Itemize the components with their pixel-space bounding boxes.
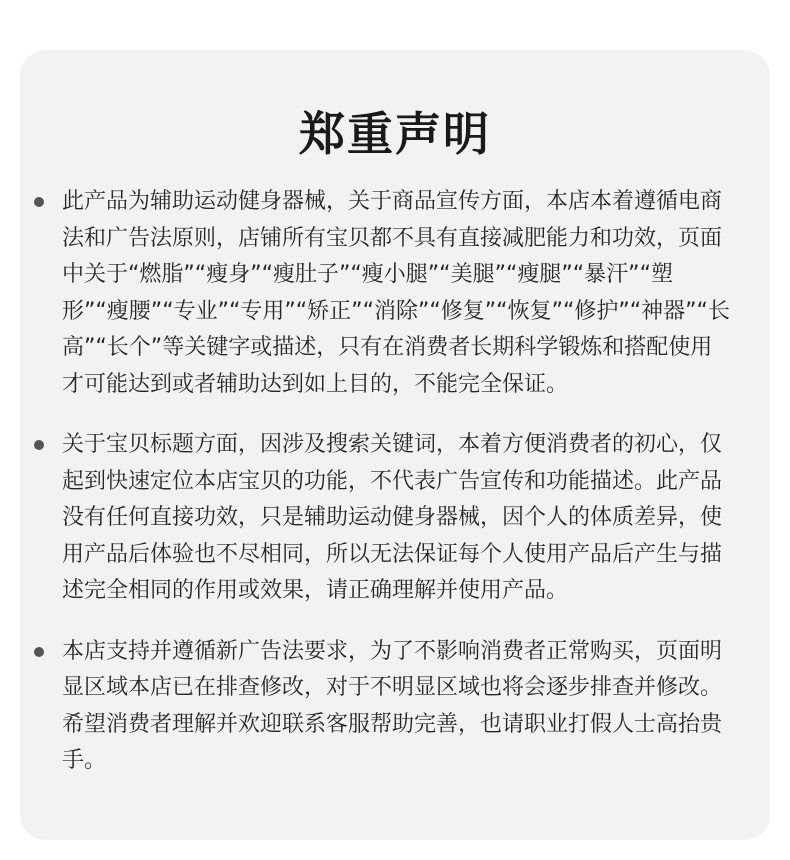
statement-item-1 [20,184,734,403]
page-title: 郑重声明 [299,107,491,161]
statement-text: 此产品为辅助运动健身器械，关于商品宣传方面，本店本着遵循电商法和广告法原则，店铺所有宝贝都不具有直接减肥能力和功效，页面中关于“燃脂”“瘦身”“瘦肚子”“瘦小腿”“美腿”“瘦腿”“暴汗”“塑形”“瘦腰”“专业”“专用”“矫正”“消除”“修复”“恢复”“修护”“神器”“长高”“长个”等关键字或描述，只有在消费者长期科学锻炼和搭配使用才可能达到或者辅助达到如上目的，不能完全保证。 [62,189,730,397]
statement-text: 本店支持并遵循新广告法要求，为了不影响消费者正常购买，页面明显区域本店已在排查修改，对于不明显区域也将会逐步排查并修改。希望消费者理解并欢迎联系客服帮助完善，也请职业打假人士高抬贵手。 [62,638,723,773]
statement-text: 关于宝贝标题方面，因涉及搜索关键词，本着方便消费者的初心，仅起到快速定位本店宝贝的功能，不代表广告宣传和功能描述。此产品没有任何直接功效，只是辅助运动健身器械，因个人的体质差异，使用产品后体验也不尽相同，所以无法保证每个人使用产品后产生与描述完全相同的作用或效果，请正确理解并使用产品。 [62,432,723,603]
statement-item-2 [20,427,734,610]
statement-list [20,184,770,804]
bullet-dot-icon [34,197,44,207]
bullet-dot-icon [34,440,44,450]
statement-item-3 [20,634,734,780]
bullet-dot-icon [34,647,44,657]
statement-card [20,50,770,840]
